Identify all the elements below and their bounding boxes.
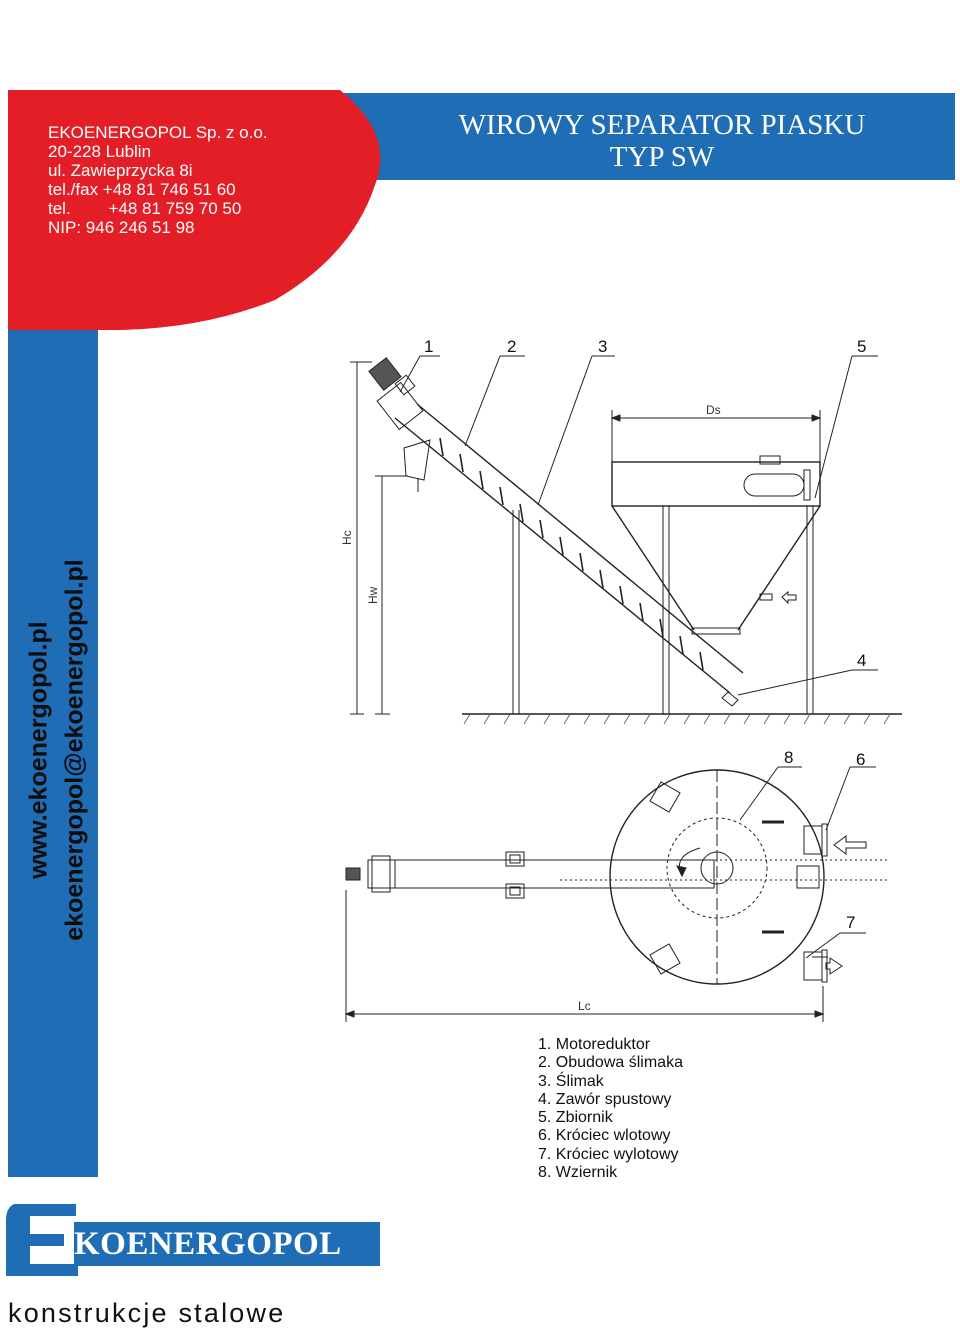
logo-tagline: konstrukcje stalowe (8, 1298, 286, 1328)
callout-5: 5 (857, 337, 867, 356)
callout-4: 4 (857, 651, 867, 670)
callout-7: 7 (846, 913, 856, 932)
logo-initial: E (0, 1200, 1, 1201)
callout-1: 1 (424, 337, 434, 356)
legend-item: 5. Zbiornik (538, 1109, 613, 1127)
dim-hw: Hw (366, 586, 380, 604)
legend-item: 8. Wziernik (538, 1164, 618, 1182)
legend-item: 1. Motoreduktor (538, 1036, 651, 1053)
legend-item: 3. Ślimak (538, 1072, 604, 1090)
title-line-2: TYP SW (609, 141, 715, 173)
logo-name: KOENERGOPOL (74, 1226, 342, 1262)
callout-8: 8 (784, 748, 794, 767)
company-postal: 20-228 Lublin (48, 142, 152, 161)
legend-item: 7. Króciec wylotowy (538, 1145, 679, 1163)
company-telfax[interactable]: tel./fax +48 81 746 51 60 (48, 180, 236, 199)
callout-6: 6 (856, 750, 866, 769)
legend-item: 4. Zawór spustowy (538, 1090, 672, 1108)
title-line-1: WIROWY SEPARATOR PIASKU (458, 109, 866, 141)
dim-ds: Ds (706, 403, 721, 417)
company-street: ul. Zawieprzycka 8i (48, 161, 193, 180)
dim-hc: Hc (340, 530, 354, 545)
callout-3: 3 (598, 337, 608, 356)
email-link[interactable]: ekoenergopol@ekoenergopol.pl (60, 558, 89, 941)
logo-e-mark (0, 1200, 80, 1280)
website-link[interactable]: www.ekoenergopol.pl (24, 620, 53, 879)
company-tel[interactable]: tel. +48 81 759 70 50 (48, 199, 242, 218)
dim-lc: Lc (578, 999, 591, 1013)
company-nip: NIP: 946 246 51 98 (48, 218, 195, 237)
legend-item: 6. Króciec wlotowy (538, 1127, 671, 1145)
parts-legend (538, 1036, 683, 1182)
callout-2: 2 (507, 337, 517, 356)
legend-item: 2. Obudowa ślimaka (538, 1054, 683, 1072)
company-name: EKOENERGOPOL Sp. z o.o. (48, 123, 268, 142)
